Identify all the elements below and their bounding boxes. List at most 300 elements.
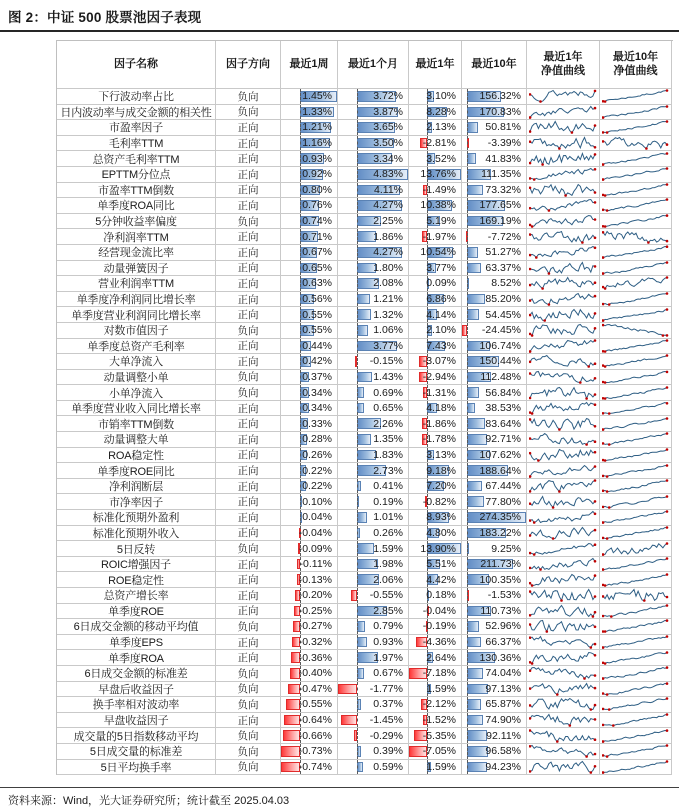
return-1y-cell <box>409 744 462 760</box>
return-value: -1.78% <box>422 433 456 446</box>
return-10y-cell <box>462 697 527 713</box>
return-1w-cell <box>281 619 338 635</box>
factor-direction-cell: 正向 <box>216 198 281 214</box>
return-10y-cell <box>462 229 527 245</box>
return-1m-cell <box>338 354 409 370</box>
factor-name-cell: 单季度净利润同比增长率 <box>57 292 216 308</box>
factor-direction-cell: 负向 <box>216 760 281 776</box>
return-1w-cell <box>281 401 338 417</box>
nav-curve-1y-sparkline <box>527 448 600 464</box>
factor-name-cell: 单季度EPS <box>57 635 216 651</box>
factor-direction-cell: 正向 <box>216 339 281 355</box>
return-value: 38.53% <box>485 402 521 415</box>
col-header-nav-10y: 最近10年 净值曲线 <box>600 41 672 89</box>
nav-curve-10y-sparkline <box>600 650 672 666</box>
return-1w-cell <box>281 198 338 214</box>
nav-curve-1y-sparkline <box>527 229 600 245</box>
return-value: -0.82% <box>422 495 456 508</box>
return-value: -7.05% <box>422 745 456 758</box>
nav-curve-1y-sparkline <box>527 635 600 651</box>
return-value: -0.36% <box>298 651 332 664</box>
table-row <box>57 604 673 620</box>
return-value: 1.59% <box>426 682 456 695</box>
table-row <box>57 89 673 105</box>
col-header-1y: 最近1年 <box>409 41 462 89</box>
return-value: 0.26% <box>373 526 403 539</box>
return-value: 83.64% <box>485 417 521 430</box>
return-value: 0.44% <box>302 339 332 352</box>
factor-name-cell: EPTTM分位点 <box>57 167 216 183</box>
return-value: -0.13% <box>298 573 332 586</box>
return-10y-cell <box>462 307 527 323</box>
return-value: 169.19% <box>479 215 521 228</box>
return-value: 0.10% <box>302 495 332 508</box>
return-value: 1.01% <box>373 511 403 524</box>
return-1m-cell <box>338 229 409 245</box>
return-1m-cell <box>338 760 409 776</box>
nav-curve-1y-sparkline <box>527 323 600 339</box>
return-value: 150.44% <box>479 355 521 368</box>
return-value: -1.31% <box>422 386 456 399</box>
factor-direction-cell: 负向 <box>216 89 281 105</box>
return-value: -0.25% <box>298 604 332 617</box>
return-1w-cell <box>281 416 338 432</box>
return-value: 4.14% <box>426 308 456 321</box>
return-value: 0.22% <box>302 480 332 493</box>
factor-direction-cell: 正向 <box>216 510 281 526</box>
nav-curve-1y-sparkline <box>527 136 600 152</box>
return-1y-cell <box>409 713 462 729</box>
return-value: 54.45% <box>485 308 521 321</box>
nav-curve-10y-sparkline <box>600 666 672 682</box>
nav-curve-10y-sparkline <box>600 292 672 308</box>
nav-curve-10y-sparkline <box>600 198 672 214</box>
return-value: -3.07% <box>422 355 456 368</box>
nav-curve-10y-sparkline <box>600 510 672 526</box>
return-value: 2.10% <box>426 324 456 337</box>
table-row <box>57 292 673 308</box>
return-value: 7.20% <box>426 480 456 493</box>
return-value: 2.13% <box>426 121 456 134</box>
return-10y-cell <box>462 183 527 199</box>
nav-curve-1y-sparkline <box>527 339 600 355</box>
return-value: -5.35% <box>422 729 456 742</box>
factor-direction-cell: 负向 <box>216 370 281 386</box>
return-value: -7.72% <box>487 230 521 243</box>
return-10y-cell <box>462 728 527 744</box>
nav-curve-1y-sparkline <box>527 604 600 620</box>
return-1w-cell <box>281 635 338 651</box>
return-1m-cell <box>338 479 409 495</box>
return-value: 3.77% <box>426 261 456 274</box>
return-value: 107.62% <box>479 448 521 461</box>
factor-direction-cell: 正向 <box>216 401 281 417</box>
table-row <box>57 557 673 573</box>
return-10y-cell <box>462 432 527 448</box>
figure-title: 图 2：中证 500 股票池因子表现 <box>8 10 202 25</box>
return-10y-cell <box>462 557 527 573</box>
return-1y-cell <box>409 666 462 682</box>
return-value: -0.64% <box>298 714 332 727</box>
return-1y-cell <box>409 323 462 339</box>
table-row <box>57 526 673 542</box>
return-value: 1.45% <box>302 90 332 103</box>
factor-name-cell: 大单净流入 <box>57 354 216 370</box>
factor-direction-cell: 正向 <box>216 307 281 323</box>
return-1m-cell <box>338 463 409 479</box>
return-value: 0.28% <box>302 433 332 446</box>
factor-direction-cell: 正向 <box>216 245 281 261</box>
return-10y-cell <box>462 245 527 261</box>
return-value: 92.71% <box>485 433 521 446</box>
return-10y-cell <box>462 401 527 417</box>
return-1w-cell <box>281 229 338 245</box>
nav-curve-10y-sparkline <box>600 635 672 651</box>
return-1m-cell <box>338 323 409 339</box>
return-1y-cell <box>409 604 462 620</box>
nav-curve-1y-sparkline <box>527 479 600 495</box>
return-value: 156.32% <box>479 90 521 103</box>
return-value: 0.76% <box>302 199 332 212</box>
nav-curve-1y-sparkline <box>527 385 600 401</box>
return-1m-cell <box>338 276 409 292</box>
return-1y-cell <box>409 105 462 121</box>
table-row <box>57 760 673 776</box>
nav-curve-1y-sparkline <box>527 510 600 526</box>
nav-curve-10y-sparkline <box>600 276 672 292</box>
factor-direction-cell: 正向 <box>216 432 281 448</box>
factor-name-cell: ROIC增强因子 <box>57 557 216 573</box>
return-10y-cell <box>462 276 527 292</box>
return-value: 8.93% <box>426 511 456 524</box>
factor-name-cell: 标准化预期外盈利 <box>57 510 216 526</box>
return-value: 0.33% <box>302 417 332 430</box>
return-value: -0.73% <box>298 745 332 758</box>
factor-name-cell: ROA稳定性 <box>57 448 216 464</box>
return-1y-cell <box>409 89 462 105</box>
nav-curve-1y-sparkline <box>527 198 600 214</box>
factor-direction-cell: 正向 <box>216 167 281 183</box>
return-1y-cell <box>409 760 462 776</box>
return-value: 5.51% <box>426 558 456 571</box>
table-row <box>57 167 673 183</box>
nav-curve-10y-sparkline <box>600 432 672 448</box>
return-1y-cell <box>409 479 462 495</box>
return-value: 0.18% <box>426 589 456 602</box>
return-1m-cell <box>338 385 409 401</box>
table-row <box>57 572 673 588</box>
return-1m-cell <box>338 89 409 105</box>
nav-curve-10y-sparkline <box>600 105 672 121</box>
table-row <box>57 479 673 495</box>
nav-curve-1y-sparkline <box>527 728 600 744</box>
return-value: -0.20% <box>298 589 332 602</box>
nav-curve-10y-sparkline <box>600 682 672 698</box>
table-row <box>57 354 673 370</box>
factor-direction-cell: 负向 <box>216 728 281 744</box>
return-1w-cell <box>281 370 338 386</box>
return-1y-cell <box>409 354 462 370</box>
return-value: 50.81% <box>485 121 521 134</box>
return-1w-cell <box>281 588 338 604</box>
nav-curve-10y-sparkline <box>600 526 672 542</box>
factor-direction-cell: 正向 <box>216 463 281 479</box>
return-1w-cell <box>281 479 338 495</box>
table-row <box>57 619 673 635</box>
nav-curve-10y-sparkline <box>600 619 672 635</box>
return-1w-cell <box>281 557 338 573</box>
return-value: 0.37% <box>373 698 403 711</box>
return-10y-cell <box>462 650 527 666</box>
return-1w-cell <box>281 214 338 230</box>
nav-curve-10y-sparkline <box>600 604 672 620</box>
nav-curve-10y-sparkline <box>600 214 672 230</box>
return-1m-cell <box>338 401 409 417</box>
return-value: 0.55% <box>302 308 332 321</box>
factor-name-cell: 总资产毛利率TTM <box>57 151 216 167</box>
return-value: 0.69% <box>373 386 403 399</box>
return-1m-cell <box>338 697 409 713</box>
factor-name-cell: 动量弹簧因子 <box>57 261 216 277</box>
nav-curve-10y-sparkline <box>600 370 672 386</box>
return-1m-cell <box>338 183 409 199</box>
return-10y-cell <box>462 136 527 152</box>
nav-curve-10y-sparkline <box>600 167 672 183</box>
return-1m-cell <box>338 682 409 698</box>
return-value: 74.04% <box>485 667 521 680</box>
return-1m-cell <box>338 136 409 152</box>
nav-curve-1y-sparkline <box>527 416 600 432</box>
table-row <box>57 697 673 713</box>
return-value: 0.19% <box>373 495 403 508</box>
return-1y-cell <box>409 697 462 713</box>
factor-direction-cell: 负向 <box>216 214 281 230</box>
factor-direction-cell: 正向 <box>216 588 281 604</box>
return-value: 106.74% <box>479 339 521 352</box>
return-value: -2.94% <box>422 370 456 383</box>
return-value: 67.44% <box>485 480 521 493</box>
return-value: 4.27% <box>373 199 403 212</box>
factor-name-cell: 换手率相对波动率 <box>57 697 216 713</box>
return-1y-cell <box>409 572 462 588</box>
factor-name-cell: 早盘收益因子 <box>57 713 216 729</box>
return-1y-cell <box>409 307 462 323</box>
return-10y-cell <box>462 292 527 308</box>
return-1y-cell <box>409 261 462 277</box>
nav-curve-1y-sparkline <box>527 713 600 729</box>
col-header-factor-name: 因子名称 <box>57 41 216 89</box>
nav-curve-10y-sparkline <box>600 401 672 417</box>
return-1w-cell <box>281 666 338 682</box>
factor-direction-cell: 正向 <box>216 229 281 245</box>
return-10y-cell <box>462 619 527 635</box>
return-1m-cell <box>338 666 409 682</box>
return-1y-cell <box>409 448 462 464</box>
table-row <box>57 416 673 432</box>
return-1y-cell <box>409 339 462 355</box>
return-10y-cell <box>462 635 527 651</box>
nav-curve-1y-sparkline <box>527 167 600 183</box>
return-1m-cell <box>338 526 409 542</box>
return-1y-cell <box>409 151 462 167</box>
return-value: 3.65% <box>373 121 403 134</box>
factor-direction-cell: 正向 <box>216 292 281 308</box>
return-1m-cell <box>338 713 409 729</box>
table-row <box>57 510 673 526</box>
factor-direction-cell: 负向 <box>216 682 281 698</box>
factor-name-cell: 单季度ROE <box>57 604 216 620</box>
return-1w-cell <box>281 448 338 464</box>
factor-name-cell: 日内波动率与成交金额的相关性 <box>57 105 216 121</box>
return-1y-cell <box>409 494 462 510</box>
return-value: 0.59% <box>373 760 403 773</box>
return-value: 3.34% <box>373 152 403 165</box>
return-value: -0.66% <box>298 729 332 742</box>
table-row <box>57 245 673 261</box>
nav-curve-1y-sparkline <box>527 494 600 510</box>
table-row <box>57 151 673 167</box>
return-1y-cell <box>409 385 462 401</box>
return-1y-cell <box>409 510 462 526</box>
return-value: 110.73% <box>480 604 521 617</box>
return-value: 8.52% <box>491 277 521 290</box>
return-value: 4.83% <box>373 168 403 181</box>
return-value: 0.09% <box>426 277 456 290</box>
return-value: 13.90% <box>420 542 456 555</box>
return-1y-cell <box>409 245 462 261</box>
table-row <box>57 276 673 292</box>
return-value: -0.29% <box>369 729 403 742</box>
return-value: -0.19% <box>422 620 456 633</box>
return-1w-cell <box>281 682 338 698</box>
return-10y-cell <box>462 120 527 136</box>
return-value: 0.65% <box>302 261 332 274</box>
return-value: -0.15% <box>369 355 403 368</box>
return-10y-cell <box>462 713 527 729</box>
nav-curve-1y-sparkline <box>527 666 600 682</box>
return-value: 41.83% <box>485 152 521 165</box>
return-10y-cell <box>462 385 527 401</box>
return-value: 3.87% <box>373 105 403 118</box>
return-1w-cell <box>281 105 338 121</box>
factor-direction-cell: 负向 <box>216 744 281 760</box>
return-10y-cell <box>462 541 527 557</box>
return-value: 3.10% <box>426 90 456 103</box>
return-value: -0.40% <box>298 667 332 680</box>
nav-curve-1y-sparkline <box>527 183 600 199</box>
return-1w-cell <box>281 526 338 542</box>
return-value: -0.47% <box>298 682 332 695</box>
nav-curve-10y-sparkline <box>600 713 672 729</box>
nav-curve-1y-sparkline <box>527 120 600 136</box>
factor-name-cell: 单季度营业利润同比增长率 <box>57 307 216 323</box>
factor-name-cell: 市盈率因子 <box>57 120 216 136</box>
return-10y-cell <box>462 494 527 510</box>
return-1m-cell <box>338 105 409 121</box>
return-value: 130.36% <box>479 651 521 664</box>
return-1y-cell <box>409 588 462 604</box>
factor-name-cell: 单季度ROE同比 <box>57 463 216 479</box>
table-row <box>57 635 673 651</box>
return-1y-cell <box>409 635 462 651</box>
return-1y-cell <box>409 416 462 432</box>
return-value: 2.25% <box>373 215 403 228</box>
return-value: 9.25% <box>491 542 521 555</box>
return-10y-cell <box>462 448 527 464</box>
nav-curve-1y-sparkline <box>527 89 600 105</box>
nav-curve-1y-sparkline <box>527 276 600 292</box>
return-value: 0.93% <box>302 152 332 165</box>
return-10y-cell <box>462 588 527 604</box>
return-value: 2.26% <box>373 417 403 430</box>
factor-name-cell: 早盘后收益因子 <box>57 682 216 698</box>
return-value: 96.58% <box>485 745 521 758</box>
return-1y-cell <box>409 432 462 448</box>
return-value: 1.83% <box>373 448 403 461</box>
return-value: -0.04% <box>422 604 456 617</box>
return-value: 3.50% <box>373 137 403 150</box>
return-10y-cell <box>462 463 527 479</box>
return-10y-cell <box>462 510 527 526</box>
return-1w-cell <box>281 604 338 620</box>
return-value: 4.27% <box>373 246 403 259</box>
return-value: 3.13% <box>426 448 456 461</box>
factor-direction-cell: 负向 <box>216 697 281 713</box>
nav-curve-10y-sparkline <box>600 354 672 370</box>
return-1w-cell <box>281 713 338 729</box>
return-value: -0.04% <box>298 526 332 539</box>
col-header-10y: 最近10年 <box>462 41 527 89</box>
return-1m-cell <box>338 744 409 760</box>
table-row <box>57 370 673 386</box>
table-row <box>57 728 673 744</box>
factor-direction-cell: 负向 <box>216 385 281 401</box>
return-value: 1.80% <box>373 261 403 274</box>
return-1y-cell <box>409 650 462 666</box>
return-value: 7.43% <box>426 339 456 352</box>
return-value: 4.11% <box>374 183 403 196</box>
factor-name-cell: 下行波动率占比 <box>57 89 216 105</box>
return-1w-cell <box>281 292 338 308</box>
return-value: -2.12% <box>422 698 456 711</box>
return-value: 0.79% <box>373 620 403 633</box>
return-10y-cell <box>462 339 527 355</box>
table-row <box>57 339 673 355</box>
table-row <box>57 588 673 604</box>
return-value: 10.54% <box>420 246 456 259</box>
return-1w-cell <box>281 650 338 666</box>
return-value: 1.86% <box>373 230 403 243</box>
return-value: 73.32% <box>485 183 521 196</box>
col-header-nav-1y: 最近1年 净值曲线 <box>527 41 600 89</box>
return-value: -0.55% <box>298 698 332 711</box>
return-1w-cell <box>281 261 338 277</box>
nav-curve-10y-sparkline <box>600 463 672 479</box>
nav-curve-10y-sparkline <box>600 385 672 401</box>
table-row <box>57 385 673 401</box>
return-1w-cell <box>281 245 338 261</box>
factor-name-cell: 标准化预期外收入 <box>57 526 216 542</box>
table-row <box>57 214 673 230</box>
return-1y-cell <box>409 370 462 386</box>
return-value: 0.71% <box>302 230 332 243</box>
return-value: 2.73% <box>373 464 403 477</box>
return-1m-cell <box>338 494 409 510</box>
return-1m-cell <box>338 541 409 557</box>
nav-curve-10y-sparkline <box>600 151 672 167</box>
table-row <box>57 541 673 557</box>
factor-name-cell: 单季度总资产毛利率 <box>57 339 216 355</box>
